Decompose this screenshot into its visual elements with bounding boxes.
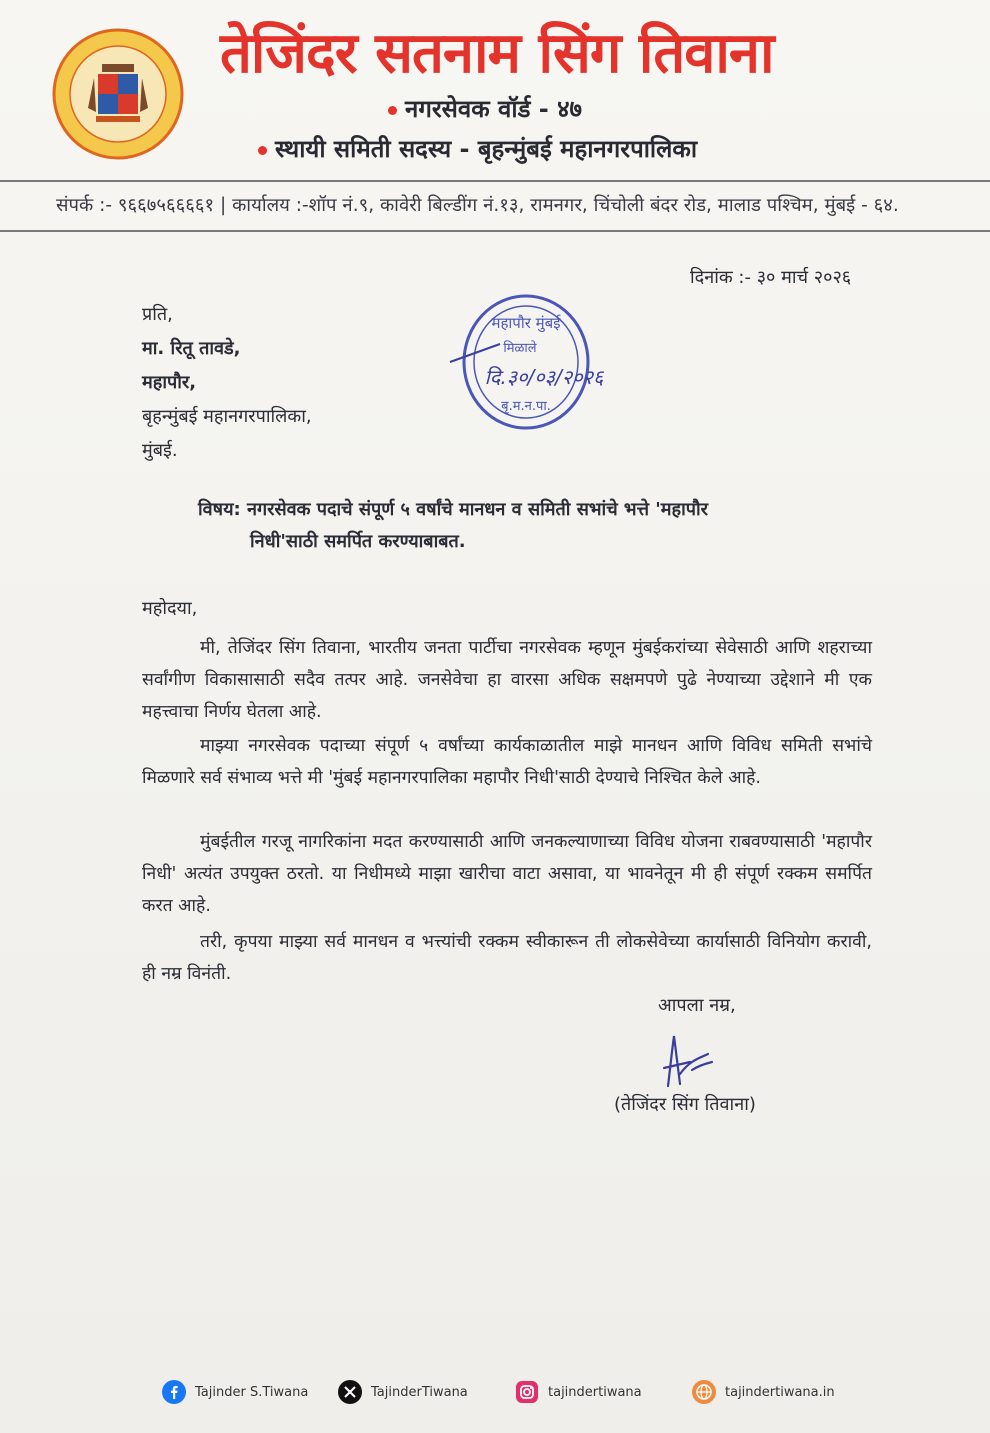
contact-line: संपर्क :- ९६६७५६६६६१ | कार्यालय :-शॉप नं.९, कावेरी बिल्डींग नं.१३, रामनगर, चिंचोली बंदर रोड, मालाड पश्चिम, मुंबई - ६४. bbox=[56, 195, 899, 216]
letterhead-name: तेजिंदर सतनाम सिंग तिवाना bbox=[220, 21, 774, 86]
body-paragraph-4: तरी, कृपया माझ्या सर्व मानधन व भत्त्यांची रक्कम स्वीकारून ती लोकसेवेच्या कार्यासाठी विनियोग करावी, ही नम्र विनंती. bbox=[142, 932, 872, 984]
closing: आपला नम्र, bbox=[658, 995, 736, 1016]
facebook-icon bbox=[162, 1380, 186, 1404]
body-paragraph-3: मुंबईतील गरजू नागरिकांना मदत करण्यासाठी आणि जनकल्याणाच्या विविध योजना राबवण्यासाठी 'महापौर निधी' अत्यंत उपयुक्त ठरतो. या निधीमध्ये माझा खारीचा वाटा असावा, या भावनेतून मी ही संपूर्ण रक्कम समर्पित करत आहे. bbox=[142, 832, 872, 916]
instagram-icon bbox=[515, 1380, 539, 1404]
globe-icon bbox=[692, 1380, 716, 1404]
committee-line: स्थायी समिती सदस्य - बृहन्मुंबई महानगरपालिका bbox=[258, 132, 697, 165]
header-rule-bottom bbox=[0, 230, 990, 232]
footer-website[interactable] bbox=[692, 1377, 835, 1407]
footer-label: TajinderTiwana bbox=[371, 1384, 468, 1400]
recipient-designation: महापौर, bbox=[142, 372, 197, 393]
recipient-address bbox=[142, 298, 312, 468]
recipient-name: मा. रितू तावडे, bbox=[142, 338, 241, 359]
body-paragraph-1: मी, तेजिंदर सिंग तिवाना, भारतीय जनता पार्टीचा नगरसेवक म्हणून मुंबईकरांच्या सेवेसाठी आणि शहराच्या सर्वांगीण विकासासाठी सदैव तत्पर आहे. जनसेवेचा हा वारसा अधिक सक्षमपणे पुढे नेण्याच्या उद्देशाने मी एक महत्त्वाचा निर्णय घेतला आहे. bbox=[142, 638, 872, 722]
address-prefix: प्रति, bbox=[142, 304, 173, 325]
svg-text:दि.३०/०३/२०२६: दि.३०/०३/२०२६ bbox=[484, 365, 604, 389]
header-rule-top bbox=[0, 180, 990, 182]
x-icon bbox=[338, 1380, 362, 1404]
svg-text:बृ.म.न.पा.: बृ.म.न.पा. bbox=[501, 399, 551, 414]
signer-name: (तेजिंदर सिंग तिवाना) bbox=[614, 1094, 756, 1115]
letter-subject: विषय: नगरसेवक पदाचे संपूर्ण ५ वर्षांचे मानधन व समिती सभांचे भत्ते 'महापौर निधी'साठी समर्पित करण्याबाबत. bbox=[198, 499, 709, 552]
footer-x[interactable] bbox=[338, 1377, 468, 1407]
footer-label: tajindertiwana.in bbox=[725, 1384, 835, 1400]
footer-label: tajindertiwana bbox=[548, 1384, 642, 1400]
recipient-city: मुंबई. bbox=[142, 440, 178, 461]
body-paragraph-2: माझ्या नगरसेवक पदाच्या संपूर्ण ५ वर्षांच्या कार्यकाळातील माझे मानधन आणि विविध समिती सभांचे मिळणारे सर्व संभाव्य भत्ते मी 'मुंबई महानगरपालिका महापौर निधी'साठी देण्याचे निश्चित केले आहे. bbox=[142, 736, 872, 788]
bmc-logo bbox=[52, 28, 184, 160]
ward-line: नगरसेवक वॉर्ड - ४७ bbox=[388, 92, 582, 125]
footer-label: Tajinder S.Tiwana bbox=[195, 1384, 309, 1400]
svg-text:मिळाले: मिळाले bbox=[503, 341, 537, 356]
salutation: महोदया, bbox=[142, 598, 198, 619]
footer-facebook[interactable] bbox=[162, 1377, 308, 1407]
letter-date: दिनांक :- ३० मार्च २०२६ bbox=[690, 267, 852, 288]
recipient-org: बृहन्मुंबई महानगरपालिका, bbox=[142, 406, 312, 427]
footer-instagram[interactable] bbox=[515, 1377, 642, 1407]
svg-text:महापौर मुंबई: महापौर मुंबई bbox=[491, 314, 561, 332]
received-stamp bbox=[440, 292, 640, 442]
signature bbox=[650, 1030, 720, 1090]
